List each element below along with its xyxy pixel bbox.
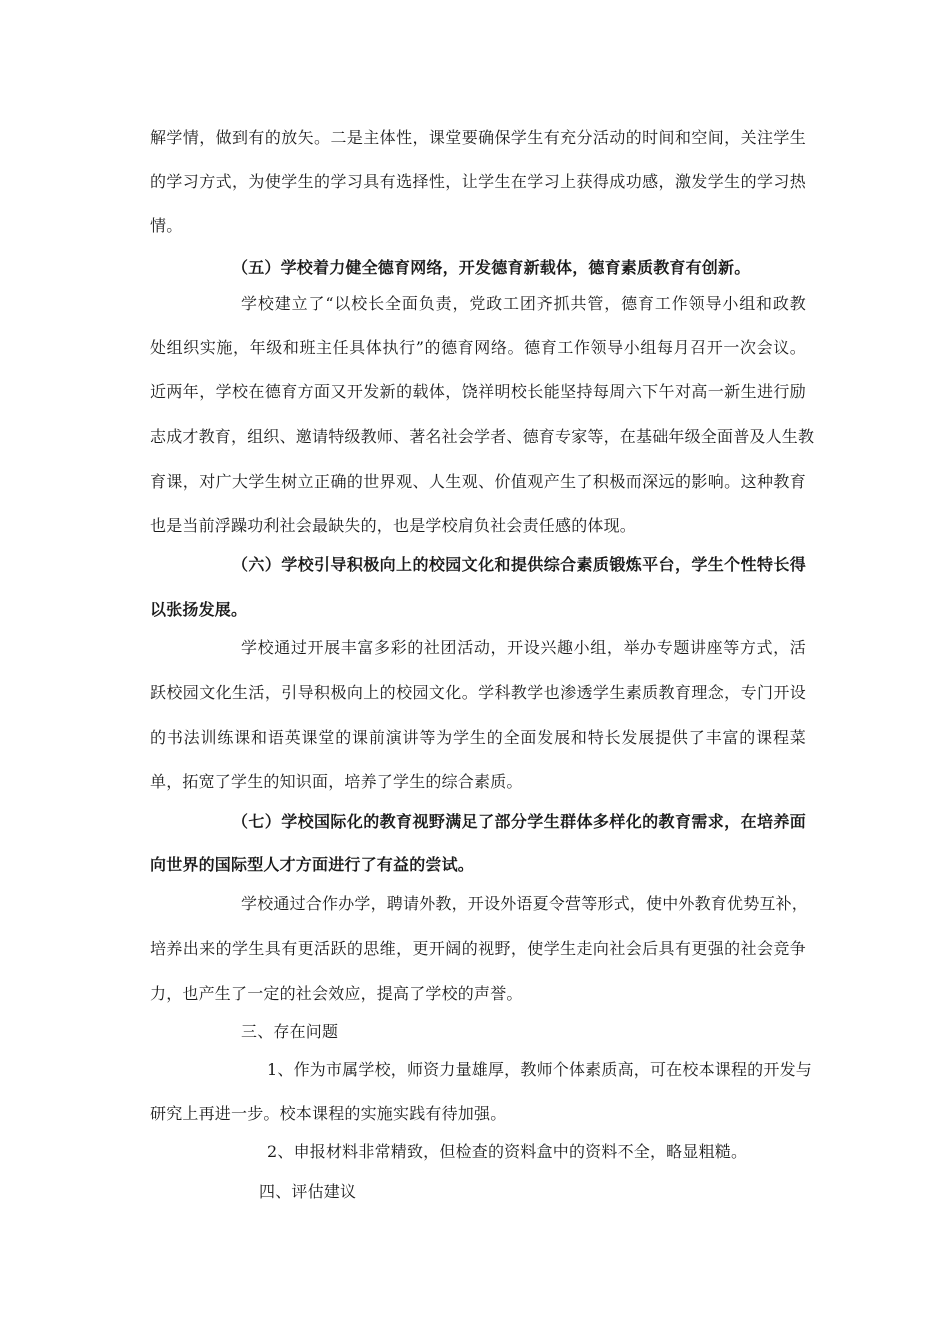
body-text-line: 志成才教育，组织、邀请特级教师、著名社会学者、德育专家等，在基础年级全面普及人生教 bbox=[150, 427, 815, 446]
body-text-line: 也是当前浮躁功利社会最缺失的，也是学校肩负社会责任感的体现。 bbox=[150, 516, 637, 535]
body-text-line: 近两年，学校在德育方面又开发新的载体，饶祥明校长能坚持每周六下午对高一新生进行励 bbox=[150, 382, 806, 401]
list-item: 2、申报材料非常精致，但检查的资料盒中的资料不全，略显粗糙。 bbox=[267, 1142, 748, 1161]
body-text-line: 跃校园文化生活，引导积极向上的校园文化。学科教学也渗透学生素质教育理念，专门开设 bbox=[150, 683, 806, 702]
body-text-line: 的学习方式，为使学生的学习具有选择性，让学生在学习上获得成功感，激发学生的学习热 bbox=[150, 172, 806, 191]
section-heading: 向世界的国际型人才方面进行了有益的尝试。 bbox=[150, 855, 475, 874]
body-text-line: 单，拓宽了学生的知识面，培养了学生的综合素质。 bbox=[150, 772, 523, 791]
body-text-line: 学校通过合作办学，聘请外教，开设外语夏令营等形式，使中外教育优势互补， bbox=[241, 894, 809, 913]
body-text-line: 培养出来的学生具有更活跃的思维，更开阔的视野，使学生走向社会后具有更强的社会竞争 bbox=[150, 939, 806, 958]
body-text-line: 力，也产生了一定的社会效应，提高了学校的声誉。 bbox=[150, 984, 523, 1003]
body-text-line: 学校建立了“以校长全面负责，党政工团齐抓共管，德育工作领导小组和政教 bbox=[241, 294, 806, 313]
section-heading: （五）学校着力健全德育网络，开发德育新载体，德育素质教育有创新。 bbox=[232, 258, 751, 277]
section-heading: 以张扬发展。 bbox=[150, 600, 248, 619]
list-item: 研究上再进一步。校本课程的实施实践有待加强。 bbox=[150, 1104, 507, 1123]
section-heading: （六）学校引导积极向上的校园文化和提供综合素质锻炼平台，学生个性特长得 bbox=[232, 555, 806, 574]
body-text-line: 育课，对广大学生树立正确的世界观、人生观、价值观产生了积极而深远的影响。这种教育 bbox=[150, 472, 806, 491]
section-title: 三、存在问题 bbox=[241, 1022, 339, 1041]
section-title: 四、评估建议 bbox=[259, 1182, 357, 1201]
section-heading: （七）学校国际化的教育视野满足了部分学生群体多样化的教育需求，在培养面 bbox=[232, 812, 806, 831]
body-text-line: 情。 bbox=[150, 216, 183, 235]
body-text-line: 解学情，做到有的放矢。二是主体性，课堂要确保学生有充分活动的时间和空间，关注学生 bbox=[150, 128, 806, 147]
body-text-line: 的书法训练课和语英课堂的课前演讲等为学生的全面发展和特长发展提供了丰富的课程菜 bbox=[150, 728, 806, 747]
body-text-line: 处组织实施，年级和班主任具体执行”的德育网络。德育工作领导小组每月召开一次会议。 bbox=[150, 338, 806, 357]
body-text-line: 学校通过开展丰富多彩的社团活动，开设兴趣小组，举办专题讲座等方式，活 bbox=[241, 638, 806, 657]
list-item: 1、作为市属学校，师资力量雄厚，教师个体素质高，可在校本课程的开发与 bbox=[267, 1060, 812, 1079]
